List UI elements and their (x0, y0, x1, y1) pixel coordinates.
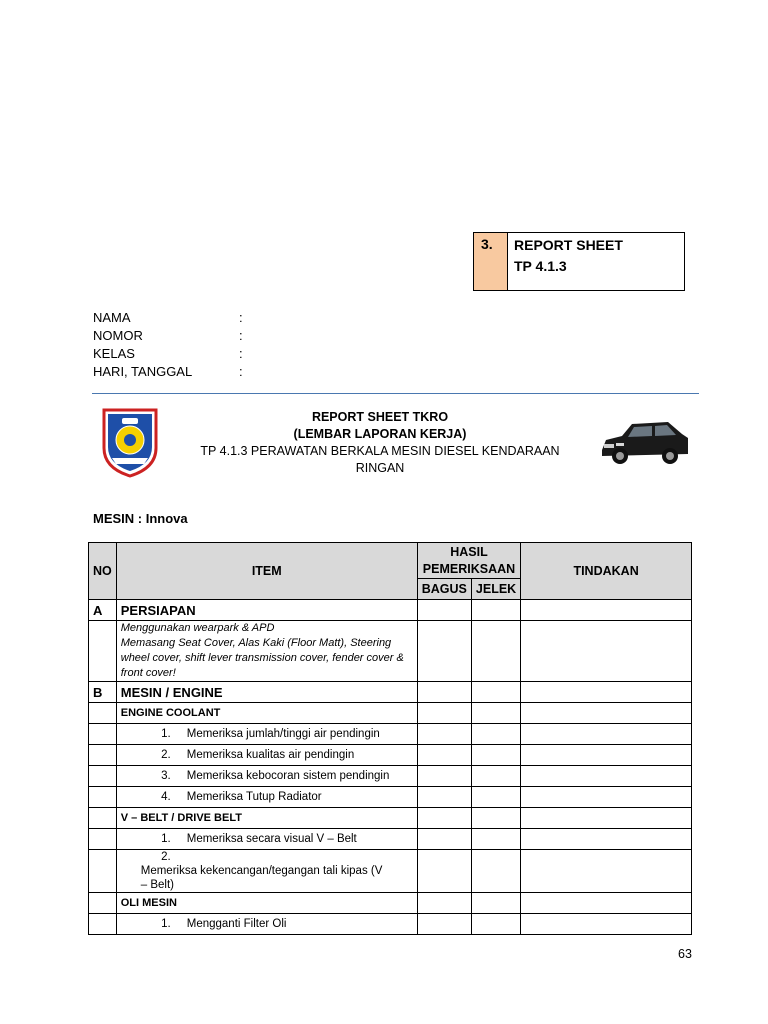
school-logo-icon (100, 404, 160, 478)
bagus-cell[interactable] (417, 914, 471, 935)
table-row (89, 850, 692, 893)
table-row (89, 808, 692, 829)
header-hasil: HASIL PEMERIKSAAN (417, 543, 520, 579)
item-text: Memeriksa kebocoran sistem pendingin (186, 770, 390, 782)
jelek-cell[interactable] (471, 724, 520, 745)
empty-no-cell (89, 703, 117, 724)
jelek-cell[interactable] (471, 893, 520, 914)
item-text: Memeriksa kekencangan/tegangan tali kipas (V – Belt) (140, 865, 383, 891)
tindakan-cell[interactable] (521, 914, 692, 935)
identity-colon: : (239, 346, 243, 361)
item-text: Memeriksa secara visual V – Belt (186, 833, 357, 845)
tindakan-cell[interactable] (521, 703, 692, 724)
report-title-line2: (LEMBAR LAPORAN KERJA) (293, 427, 467, 441)
bagus-cell[interactable] (417, 766, 471, 787)
bagus-cell[interactable] (417, 682, 471, 703)
jelek-cell[interactable] (471, 600, 520, 621)
header-jelek: JELEK (471, 579, 520, 600)
belt-item (116, 829, 417, 850)
header-title (508, 233, 623, 290)
tindakan-cell[interactable] (521, 621, 692, 682)
identity-colon: : (239, 328, 243, 343)
page-number: 63 (678, 947, 692, 961)
identity-label: KELAS (93, 346, 135, 361)
jelek-cell[interactable] (471, 850, 520, 893)
report-title-line1: REPORT SHEET TKRO (311, 410, 449, 424)
jelek-cell[interactable] (471, 787, 520, 808)
bagus-cell[interactable] (417, 893, 471, 914)
item-number: 2. (161, 749, 171, 761)
table-row (89, 682, 692, 703)
table-row (89, 766, 692, 787)
table-row (89, 893, 692, 914)
header-item: ITEM (116, 543, 417, 600)
item-text: Memeriksa kualitas air pendingin (186, 749, 355, 761)
item-number: 1. (161, 833, 171, 845)
empty-no-cell (89, 893, 117, 914)
tindakan-cell[interactable] (521, 850, 692, 893)
header-no: NO (89, 543, 117, 600)
item-text: Mengganti Filter Oli (186, 918, 287, 930)
persiapan-cell (116, 621, 417, 682)
section-number: 3. (474, 233, 508, 290)
identity-row-nomor (93, 327, 243, 345)
coolant-item (116, 787, 417, 808)
jelek-cell[interactable] (471, 745, 520, 766)
table-row (89, 745, 692, 766)
section-b-no: B (89, 682, 117, 703)
empty-no-cell (89, 914, 117, 935)
table-header-row (89, 543, 692, 579)
jelek-cell[interactable] (471, 703, 520, 724)
report-title-block (170, 409, 590, 477)
bagus-cell[interactable] (417, 724, 471, 745)
coolant-label: ENGINE COOLANT (116, 703, 417, 724)
table-row (89, 621, 692, 682)
item-number: 3. (161, 770, 171, 782)
section-a-label: PERSIAPAN (116, 600, 417, 621)
table-row (89, 724, 692, 745)
jelek-cell[interactable] (471, 808, 520, 829)
jelek-cell[interactable] (471, 766, 520, 787)
coolant-item (116, 766, 417, 787)
tindakan-cell[interactable] (521, 766, 692, 787)
identity-label: HARI, TANGGAL (93, 364, 193, 379)
oli-item (116, 914, 417, 935)
tindakan-cell[interactable] (521, 682, 692, 703)
header-title-line1: REPORT SHEET (514, 237, 623, 253)
empty-no-cell (89, 850, 117, 893)
table-row (89, 829, 692, 850)
empty-no-cell (89, 787, 117, 808)
report-table (88, 542, 692, 935)
header-bagus: BAGUS (417, 579, 471, 600)
tindakan-cell[interactable] (521, 600, 692, 621)
belt-label: V – BELT / DRIVE BELT (116, 808, 417, 829)
empty-no-cell (89, 745, 117, 766)
tindakan-cell[interactable] (521, 808, 692, 829)
report-title-line3: TP 4.1.3 PERAWATAN BERKALA MESIN DIESEL KENDARAAN (200, 444, 560, 458)
identity-fields (93, 309, 243, 381)
bagus-cell[interactable] (417, 829, 471, 850)
oli-label: OLI MESIN (116, 893, 417, 914)
identity-label: NOMOR (93, 328, 143, 343)
tindakan-cell[interactable] (521, 787, 692, 808)
tindakan-cell[interactable] (521, 724, 692, 745)
item-text: Memeriksa jumlah/tinggi air pendingin (186, 728, 380, 740)
header-title-line2: TP 4.1.3 (514, 258, 567, 274)
report-sheet-header-box (473, 232, 685, 291)
bagus-cell[interactable] (417, 850, 471, 893)
item-number: 2. (161, 851, 171, 863)
jelek-cell[interactable] (471, 682, 520, 703)
empty-no-cell (89, 724, 117, 745)
identity-label: NAMA (93, 310, 131, 325)
item-number: 1. (161, 728, 171, 740)
section-b-label: MESIN / ENGINE (116, 682, 417, 703)
identity-colon: : (239, 310, 243, 325)
section-a-no: A (89, 600, 117, 621)
coolant-item (116, 745, 417, 766)
item-number: 4. (161, 791, 171, 803)
divider-rule (92, 393, 699, 394)
empty-no-cell (89, 766, 117, 787)
identity-row-kelas (93, 345, 243, 363)
table-row (89, 787, 692, 808)
jelek-cell[interactable] (471, 621, 520, 682)
persiapan-line: Menggunakan wearpark & APD (120, 622, 275, 634)
table-row (89, 600, 692, 621)
empty-no-cell (89, 829, 117, 850)
header-tindakan: TINDAKAN (521, 543, 692, 600)
bagus-cell[interactable] (417, 808, 471, 829)
identity-colon: : (239, 364, 243, 379)
jelek-cell[interactable] (471, 829, 520, 850)
identity-row-nama (93, 309, 243, 327)
item-text: Memeriksa Tutup Radiator (186, 791, 322, 803)
identity-row-hari-tanggal (93, 363, 243, 381)
bagus-cell[interactable] (417, 600, 471, 621)
bagus-cell[interactable] (417, 787, 471, 808)
belt-item (116, 850, 417, 893)
report-title-line4: RINGAN (355, 461, 405, 475)
bagus-cell[interactable] (417, 703, 471, 724)
table-row (89, 703, 692, 724)
empty-no-cell (89, 808, 117, 829)
bagus-cell[interactable] (417, 745, 471, 766)
table-row (89, 914, 692, 935)
tindakan-cell[interactable] (521, 745, 692, 766)
tindakan-cell[interactable] (521, 893, 692, 914)
car-image-icon (596, 414, 692, 470)
jelek-cell[interactable] (471, 914, 520, 935)
coolant-item (116, 724, 417, 745)
empty-no-cell (89, 621, 117, 682)
tindakan-cell[interactable] (521, 829, 692, 850)
item-number: 1. (161, 918, 171, 930)
engine-label: MESIN : Innova (93, 511, 188, 526)
bagus-cell[interactable] (417, 621, 471, 682)
persiapan-line: Memasang Seat Cover, Alas Kaki (Floor Matt), Steering wheel cover, shift lever transmission cover, fender cover & front cover! (120, 637, 404, 679)
